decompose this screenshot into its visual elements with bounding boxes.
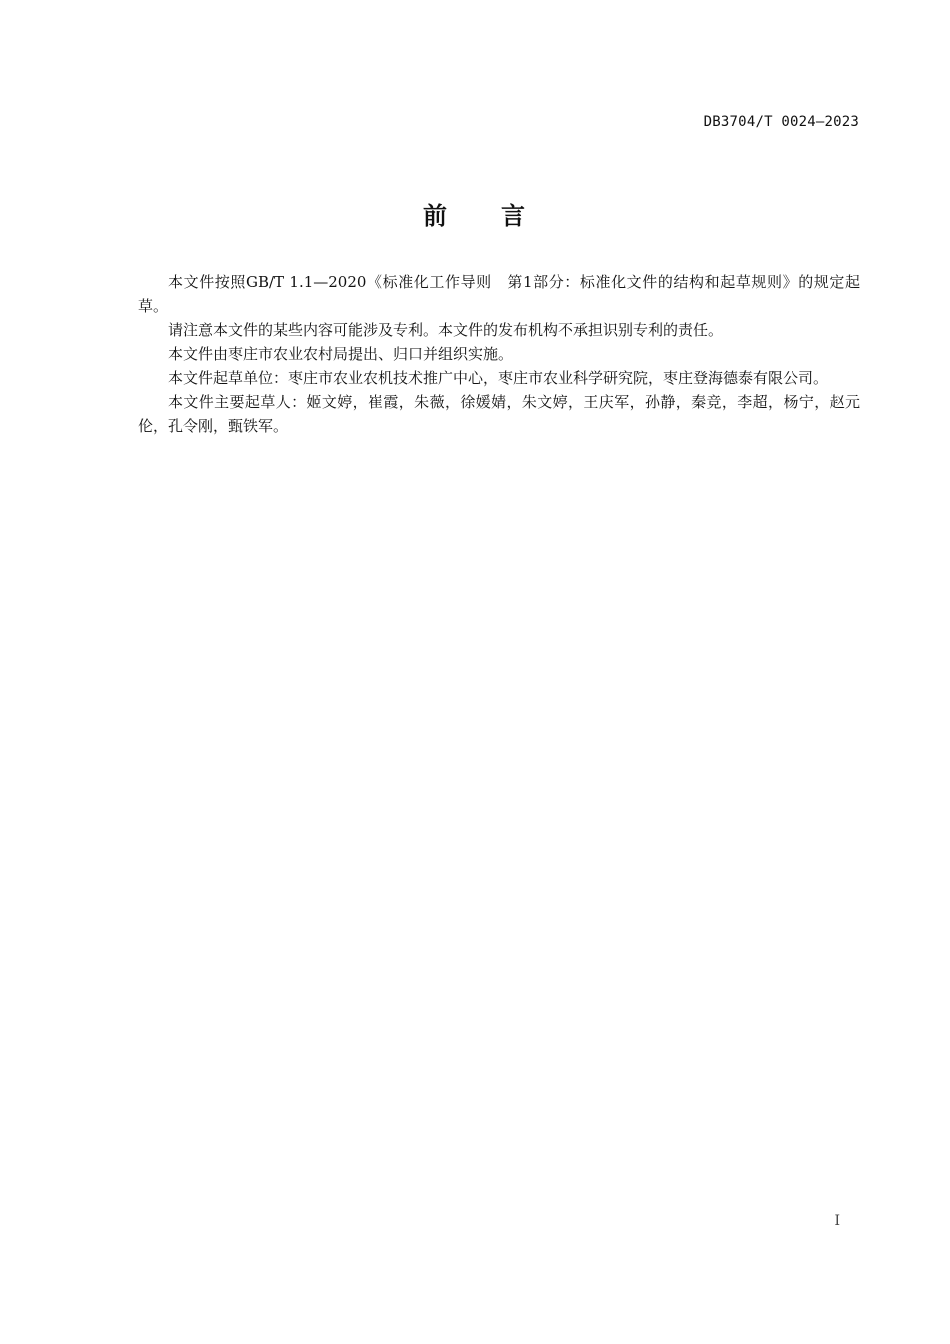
page-title: 前 言 — [423, 202, 527, 230]
foreword-body — [138, 270, 860, 438]
paragraph-drafting-units: 本文件起草单位：枣庄市农业农机技术推广中心，枣庄市农业科学研究院，枣庄登海德泰有限公司。 — [168, 369, 829, 387]
paragraph-drafters: 本文件主要起草人：姬文婷，崔霞，朱薇，徐媛婧，朱文婷，王庆军，孙静，秦竞，李超，杨宁，赵元伦，孔令刚，甄铁军。 — [138, 393, 860, 435]
document-code: DB3704/T 0024—2023 — [703, 114, 859, 130]
paragraph-drafting-rules: 本文件按照GB/T 1.1—2020《标准化工作导则 第1部分：标准化文件的结构和起草规则》的规定起草。 — [138, 273, 860, 315]
page-number: I — [834, 1213, 840, 1229]
paragraph-patent-notice: 请注意本文件的某些内容可能涉及专利。本文件的发布机构不承担识别专利的责任。 — [168, 321, 724, 339]
paragraph-proposer: 本文件由枣庄市农业农村局提出、归口并组织实施。 — [168, 345, 514, 363]
